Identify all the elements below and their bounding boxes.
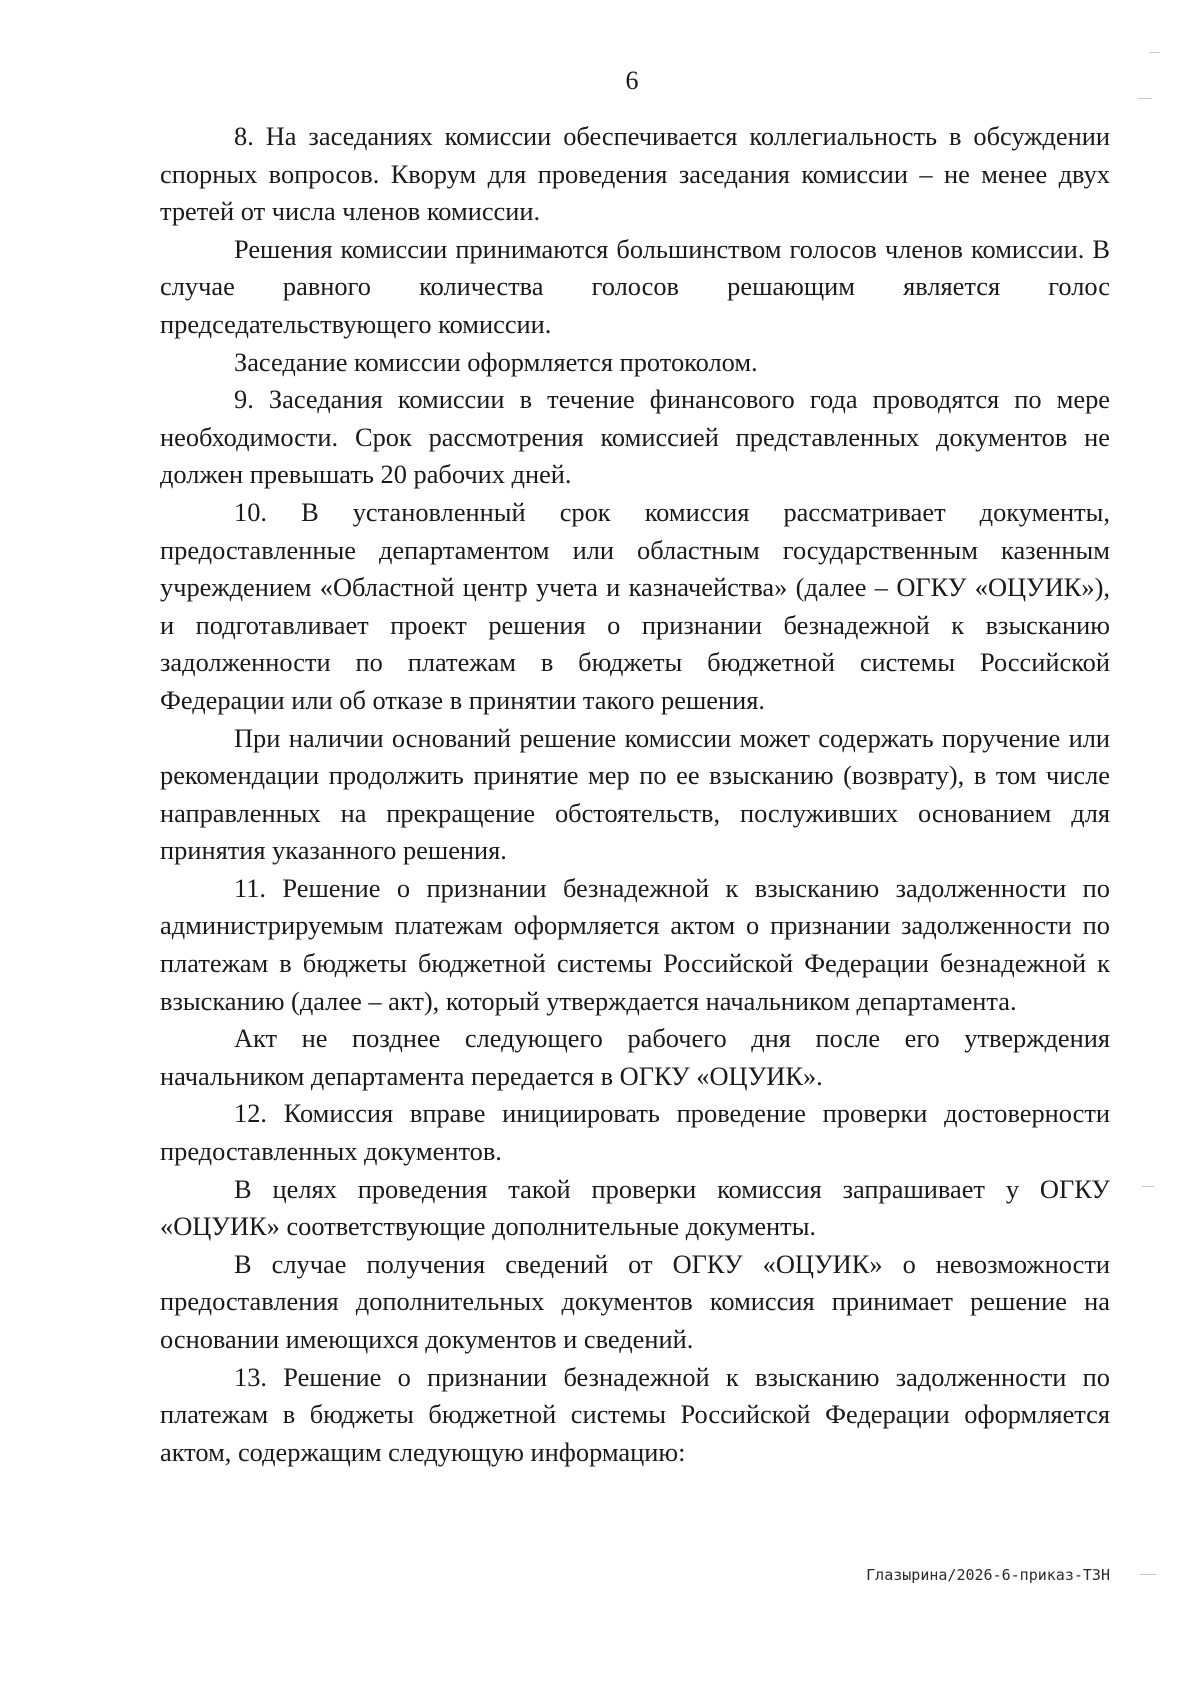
footer-document-code: Глазырина/2026-6-приказ-ТЗН — [866, 1566, 1110, 1584]
scan-speck — [1138, 98, 1152, 99]
scan-speck — [1142, 1186, 1154, 1187]
paragraph-protocol: Заседание комиссии оформляется протоколом. — [234, 346, 758, 377]
paragraph-11: 11. Решение о признании безнадежной к взысканию задолженности по администрируемым платежам оформляется актом о признании задолженности по платежам в бюджеты бюджетной системы Российской Федерации безнадежной к взысканию (далее – акт), который утверждается начальником департамента. — [160, 872, 1110, 1016]
paragraph-12: 12. Комиссия вправе инициировать проведение проверки достоверности предоставленных документов. — [160, 1098, 1110, 1167]
paragraph-decisions: Решения комиссии принимаются большинством голосов членов комиссии. В случае равного количества голосов решающим является голос председательствующего комиссии. — [160, 233, 1110, 339]
paragraph-10: 10. В установленный срок комиссия рассматривает документы, предоставленные департаментом или областным государственным казенным учреждением «Областной центр учета и казначейства» (далее – ОГКУ «ОЦУИК»), и подготавливает проект решения о признании безнадежной к взысканию задолженности по платежам в бюджеты бюджетной системы Российской Федерации или об отказе в принятии такого решения. — [160, 496, 1110, 715]
paragraph-9: 9. Заседания комиссии в течение финансового года проводятся по мере необходимости. Срок рассмотрения комиссией представленных документов не должен превышать 20 рабочих дней. — [160, 384, 1110, 490]
paragraph-13: 13. Решение о признании безнадежной к взысканию задолженности по платежам в бюджеты бюджетной системы Российской Федерации оформляется актом, содержащим следующую информацию: — [160, 1361, 1110, 1467]
paragraph-8: 8. На заседаниях комиссии обеспечивается коллегиальность в обсуждении спорных вопросов. Кворум для проведения заседания комиссии – не менее двух третей от числа членов комиссии. — [160, 121, 1110, 227]
document-body — [160, 118, 1110, 1471]
paragraph-check-request: В целях проведения такой проверки комиссия запрашивает у ОГКУ «ОЦУИК» соответствующие дополнительные документы. — [160, 1173, 1110, 1242]
page-number: 6 — [625, 66, 639, 95]
paragraph-act-transfer: Акт не позднее следующего рабочего дня после его утверждения начальником департамента передается в ОГКУ «ОЦУИК». — [160, 1023, 1110, 1091]
scan-speck — [1150, 52, 1160, 53]
paragraph-grounds: При наличии оснований решение комиссии может содержать поручение или рекомендации продолжить принятие мер по ее взысканию (возврату), в том числе направленных на прекращение обстоятельств, послуживших основанием для принятия указанного решения. — [160, 722, 1110, 866]
paragraph-impossibility: В случае получения сведений от ОГКУ «ОЦУИК» о невозможности предоставления дополнительных документов комиссия принимает решение на основании имеющихся документов и сведений. — [160, 1248, 1110, 1354]
scan-speck — [1140, 1574, 1156, 1575]
